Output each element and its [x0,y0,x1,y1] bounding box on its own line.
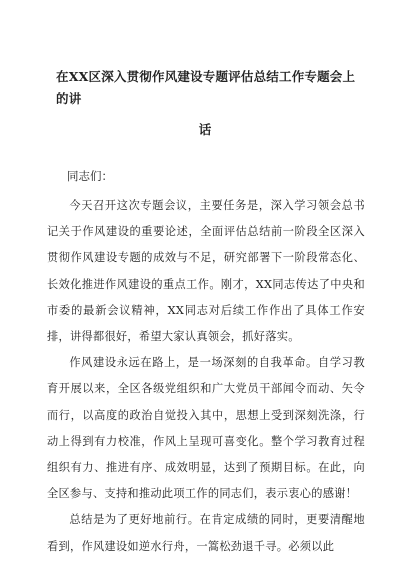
paragraph: 今天召开这次专题会议，主要任务是，深入学习领会总书记关于作风建设的重要论述，全面评估总结前一阶段全区深入贯彻作风建设专题的成效与不足，研究部署下一阶段常态化、长效化推进作风建设的重点工作。刚才，XX同志传达了中央和市委的最新会议精神，XX同志对后续工作作出了具体工作安排，讲得都很好，希望大家认真领会，抓好落实。 [47,199,365,344]
document-body [47,193,365,560]
document-title-continued: 话 [198,122,212,137]
greeting: 同志们： [67,169,113,183]
paragraph: 作风建设永远在路上，是一场深刻的自我革命。自学习教育开展以来，全区各级党组织和广大党员干部闻令而动、矢令而行，以高度的政治自觉投入其中，思想上受到深刻洗涤，行动上得到有力校准，作风上呈现可喜变化。整个学习教育过程组织有力、推进有序、成效明显，达到了预期目标。在此，向全区参与、支持和推动此项工作的同志们，表示衷心的感谢！ [47,356,365,501]
paragraph: 总结是为了更好地前行。在肯定成绩的同时，更要清醒地看到，作风建设如逆水行舟，一篙松劲退千寻。必须以此 [47,513,365,553]
document-title: 在XX区深入贯彻作风建设专题评估总结工作专题会上的讲 [56,69,356,106]
